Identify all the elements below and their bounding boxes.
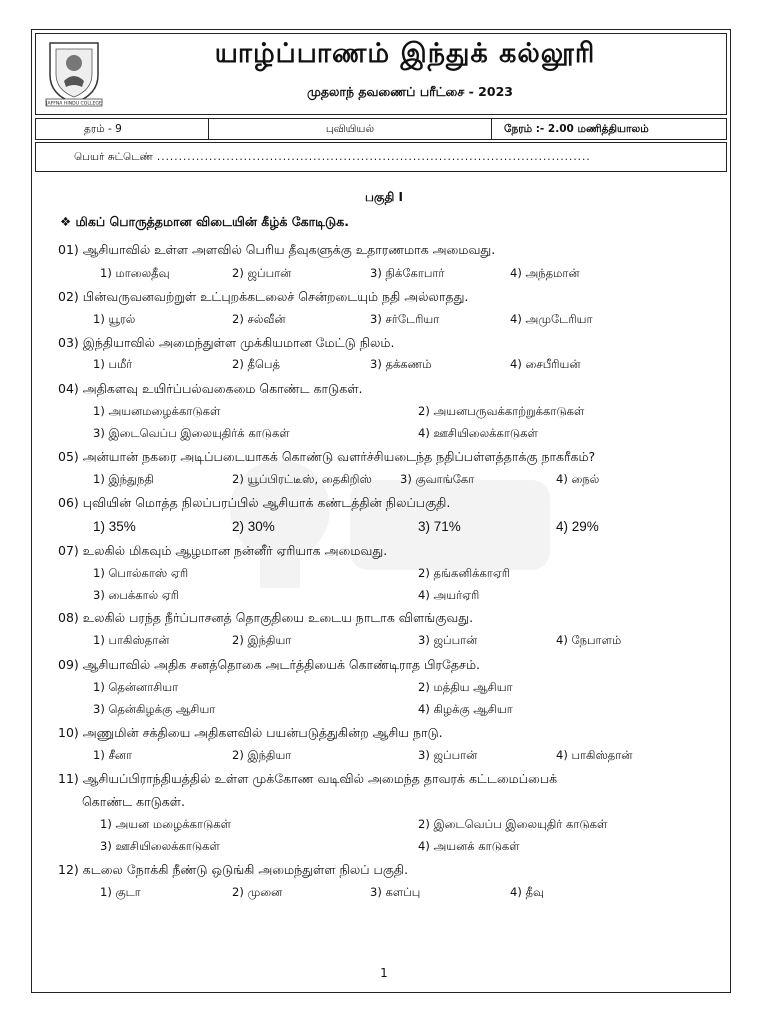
- question-3: 03) இந்தியாவில் அமைந்துள்ள முக்கியமான மேட்டு நிலம்.: [58, 335, 395, 350]
- name-dots: ....................................................................................................: [156, 151, 591, 163]
- question-1-option-3[interactable]: 3) நிக்கோபார்: [370, 266, 445, 280]
- question-11-option-1[interactable]: 1) அயன மழைக்காடுகள்: [100, 817, 232, 831]
- question-8-option-1[interactable]: 1) பாகிஸ்தான்: [93, 633, 170, 647]
- question-2-option-3[interactable]: 3) சர்டேரியா: [370, 312, 440, 326]
- info-row: [35, 118, 727, 140]
- name-row: [35, 142, 727, 172]
- question-11-option-2[interactable]: 2) இடைவெப்ப இலையுதிர் காடுகள்: [418, 817, 608, 831]
- question-5: 05) அன்யான் நகரை அடிப்படையாகக் கொண்டு வளர்ச்சியடைந்த நதிப்பள்ளத்தாக்கு நாகரீகம்?: [58, 449, 596, 464]
- question-7-option-2[interactable]: 2) தங்கனிக்காஏரி: [418, 566, 511, 580]
- question-4: 04) அதிகளவு உயிர்ப்பல்வகைமை கொண்ட காடுகள்.: [58, 381, 363, 396]
- question-3-option-4[interactable]: 4) சைபீரியன்: [510, 357, 581, 371]
- name-label: பெயர் சுட்டெண்: [74, 150, 153, 163]
- question-7-option-1[interactable]: 1) பொல்காஸ் ஏரி: [93, 566, 189, 580]
- question-6-option-3[interactable]: 3) 71%: [418, 519, 461, 534]
- question-10-option-3[interactable]: 3) ஜப்பான்: [418, 748, 478, 762]
- exam-name: முதலாந் தவணைப் பரீட்சை - 2023: [307, 84, 513, 99]
- question-3-option-1[interactable]: 1) பமீர்: [93, 357, 133, 371]
- question-8-option-4[interactable]: 4) நேபாளம்: [556, 633, 622, 647]
- question-11: 11) ஆசியப்பிராந்தியத்தில் உள்ள முக்கோண வடிவில் அமைந்த தாவரக் கட்டமைப்பைக்: [58, 771, 558, 786]
- question-10: 10) அணுமின் சக்தியை அதிகளவில் பயன்படுத்துகின்ற ஆசிய நாடு.: [58, 725, 443, 740]
- question-11-continued: கொண்ட காடுகள்.: [82, 794, 186, 809]
- question-9-option-1[interactable]: 1) தென்னாசியா: [93, 680, 179, 694]
- question-9-option-2[interactable]: 2) மத்திய ஆசியா: [418, 680, 513, 694]
- question-5-option-2[interactable]: 2) யூப்பிரட்டீஸ், தைகிறிஸ்: [232, 472, 372, 486]
- question-1-option-1[interactable]: 1) மாலைதீவு: [100, 266, 170, 280]
- question-2-option-2[interactable]: 2) சல்வீன்: [232, 312, 286, 326]
- question-11-option-3[interactable]: 3) ஊசியிலைக்காடுகள்: [100, 839, 220, 853]
- question-12-option-3[interactable]: 3) களப்பு: [370, 885, 421, 899]
- part-title: பகுதி I: [365, 190, 403, 204]
- question-9-option-4[interactable]: 4) கிழக்கு ஆசியா: [418, 702, 513, 716]
- question-2-option-4[interactable]: 4) அமுடேரியா: [510, 312, 593, 326]
- question-12: 12) கடலை நோக்கி நீண்டு ஒடுங்கி அமைந்துள்ள நிலப் பகுதி.: [58, 862, 409, 877]
- question-5-option-4[interactable]: 4) நைல்: [556, 472, 600, 486]
- question-6-option-2[interactable]: 2) 30%: [232, 519, 275, 534]
- question-6-option-4[interactable]: 4) 29%: [556, 519, 599, 534]
- question-4-option-4[interactable]: 4) ஊசியிலைக்காடுகள்: [418, 426, 538, 440]
- question-12-option-1[interactable]: 1) குடா: [100, 885, 141, 899]
- question-12-option-2[interactable]: 2) முனை: [232, 885, 283, 899]
- question-4-option-2[interactable]: 2) அயனபருவக்காற்றுக்காடுகள்: [418, 404, 585, 418]
- question-4-option-1[interactable]: 1) அயனமழைக்காடுகள்: [93, 404, 221, 418]
- grade-label: தரம் - 9: [36, 119, 209, 139]
- question-6-option-1[interactable]: 1) 35%: [93, 519, 136, 534]
- question-6: 06) புவியின் மொத்த நிலப்பரப்பில் ஆசியாக் கண்டத்தின் நிலப்பகுதி.: [58, 495, 451, 510]
- question-1-option-2[interactable]: 2) ஜப்பான்: [232, 266, 292, 280]
- question-12-option-4[interactable]: 4) தீவு: [510, 885, 544, 899]
- question-1-option-4[interactable]: 4) அந்தமான்: [510, 266, 580, 280]
- question-11-option-4[interactable]: 4) அயனக் காடுகள்: [418, 839, 520, 853]
- question-3-option-3[interactable]: 3) தக்கணம்: [370, 357, 432, 371]
- question-9: 09) ஆசியாவில் அதிக சனத்தொகை அடர்த்தியைக் கொண்டிராத பிரதேசம்.: [58, 657, 480, 672]
- question-8: 08) உலகில் பரந்த நீர்ப்பாசனத் தொகுதியை உடைய நாடாக விளங்குவது.: [58, 610, 474, 625]
- subject-label: புவியியல்: [209, 119, 492, 139]
- question-3-option-2[interactable]: 2) தீபெத்: [232, 357, 280, 371]
- question-4-option-3[interactable]: 3) இடைவெப்ப இலையுதிர்க் காடுகள்: [93, 426, 290, 440]
- question-5-option-3[interactable]: 3) குவாங்கோ: [400, 472, 475, 486]
- instruction: ❖ மிகப் பொருத்தமான விடையின் கீழ்க் கோடிடுக.: [60, 214, 349, 229]
- question-2: 02) பின்வருவனவற்றுள் உட்புறக்கடலைச் சென்றடையும் நதி அல்லாதது.: [58, 289, 469, 304]
- question-8-option-3[interactable]: 3) ஜப்பான்: [418, 633, 478, 647]
- college-crest-icon: [42, 37, 106, 107]
- question-10-option-1[interactable]: 1) சீனா: [93, 748, 132, 762]
- question-10-option-2[interactable]: 2) இந்தியா: [232, 748, 292, 762]
- question-7: 07) உலகில் மிகவும் ஆழமான நன்னீர் ஏரியாக அமைவது.: [58, 543, 388, 558]
- question-7-option-3[interactable]: 3) பைக்கால் ஏரி: [93, 588, 180, 602]
- school-name: யாழ்ப்பாணம் இந்துக் கல்லூரி: [214, 38, 596, 69]
- page-number: 1: [380, 966, 388, 980]
- question-9-option-3[interactable]: 3) தென்கிழக்கு ஆசியா: [93, 702, 216, 716]
- question-2-option-1[interactable]: 1) யூரல்: [93, 312, 136, 326]
- logo-caption: JAFFNA HINDU COLLEGE: [46, 101, 102, 107]
- question-10-option-4[interactable]: 4) பாகிஸ்தான்: [556, 748, 633, 762]
- question-8-option-2[interactable]: 2) இந்தியா: [232, 633, 292, 647]
- time-label: நேரம் :- 2.00 மணித்தியாலம்: [504, 122, 649, 135]
- question-7-option-4[interactable]: 4) அயர்ஏரி: [418, 588, 480, 602]
- question-5-option-1[interactable]: 1) இந்துநதி: [93, 472, 154, 486]
- question-1: 01) ஆசியாவில் உள்ள அளவில் பெரிய தீவுகளுக்கு உதாரணமாக அமைவது.: [58, 242, 496, 257]
